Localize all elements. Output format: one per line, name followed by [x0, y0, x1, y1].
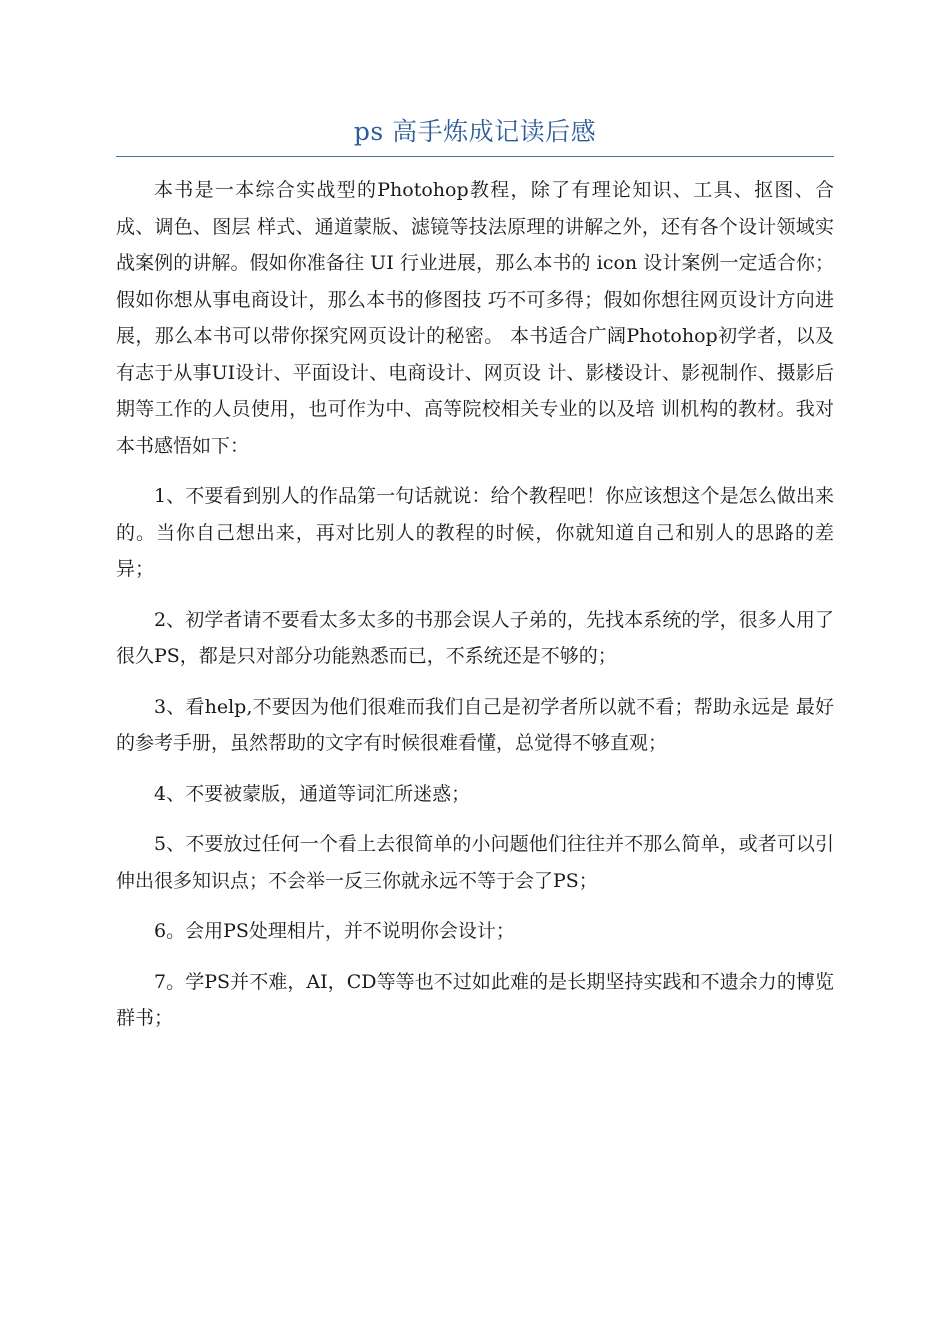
document-title: ps 高手炼成记读后感 [353, 117, 597, 146]
document-body [116, 172, 834, 1051]
paragraph-point-1: 1、不要看到别人的作品第一句话就说：给个教程吧！你应该想这个是怎么做出来的。当你自己想出来，再对比别人的教程的时候，你就知道自己和别人的思路的差异； [116, 485, 834, 580]
paragraph-intro: 本书是一本综合实战型的Photohop教程，除了有理论知识、工具、抠图、合成、调色、图层 样式、通道蒙版、滤镜等技法原理的讲解之外，还有各个设计领域实战案例的讲解。假如你准备往 UI 行业进展，那么本书的 icon 设计案例一定适合你；假如你想从事电商设计，那么本书的修图技 巧不可多得；假如你想往网页设计方向进展，那么本书可以带你探究网页设计的秘密。 本书适合广阔Photohop初学者，以及有志于从事UI设计、平面设计、电商设计、网页设 计、影楼设计、影视制作、摄影后期等工作的人员使用，也可作为中、高等院校相关专业的以及培 训机构的教材。我对本书感悟如下： [116, 179, 834, 457]
paragraph-point-4: 4、不要被蒙版，通道等词汇所迷惑； [154, 782, 471, 805]
paragraph-point-2: 2、初学者请不要看太多太多的书那会误人子弟的，先找本系统的学，很多人用了很久PS，都是只对部分功能熟悉而已，不系统还是不够的； [116, 608, 834, 667]
paragraph-point-5: 5、不要放过任何一个看上去很简单的小问题他们往往并不那么简单，或者可以引伸出很多知识点；不会举一反三你就永远不等于会了PS； [116, 833, 834, 892]
title-bar [116, 112, 834, 157]
paragraph-point-6: 6。会用PS处理相片，并不说明你会设计； [154, 920, 515, 942]
paragraph-point-3: 3、看help,不要因为他们很难而我们自己是初学者所以就不看；帮助永远是 最好的参考手册，虽然帮助的文字有时候很难看懂，总觉得不够直观； [116, 695, 834, 754]
paragraph-point-7: 7。学PS并不难，AI，CD等等也不过如此难的是长期坚持实践和不遗余力的博览群书； [116, 970, 834, 1029]
